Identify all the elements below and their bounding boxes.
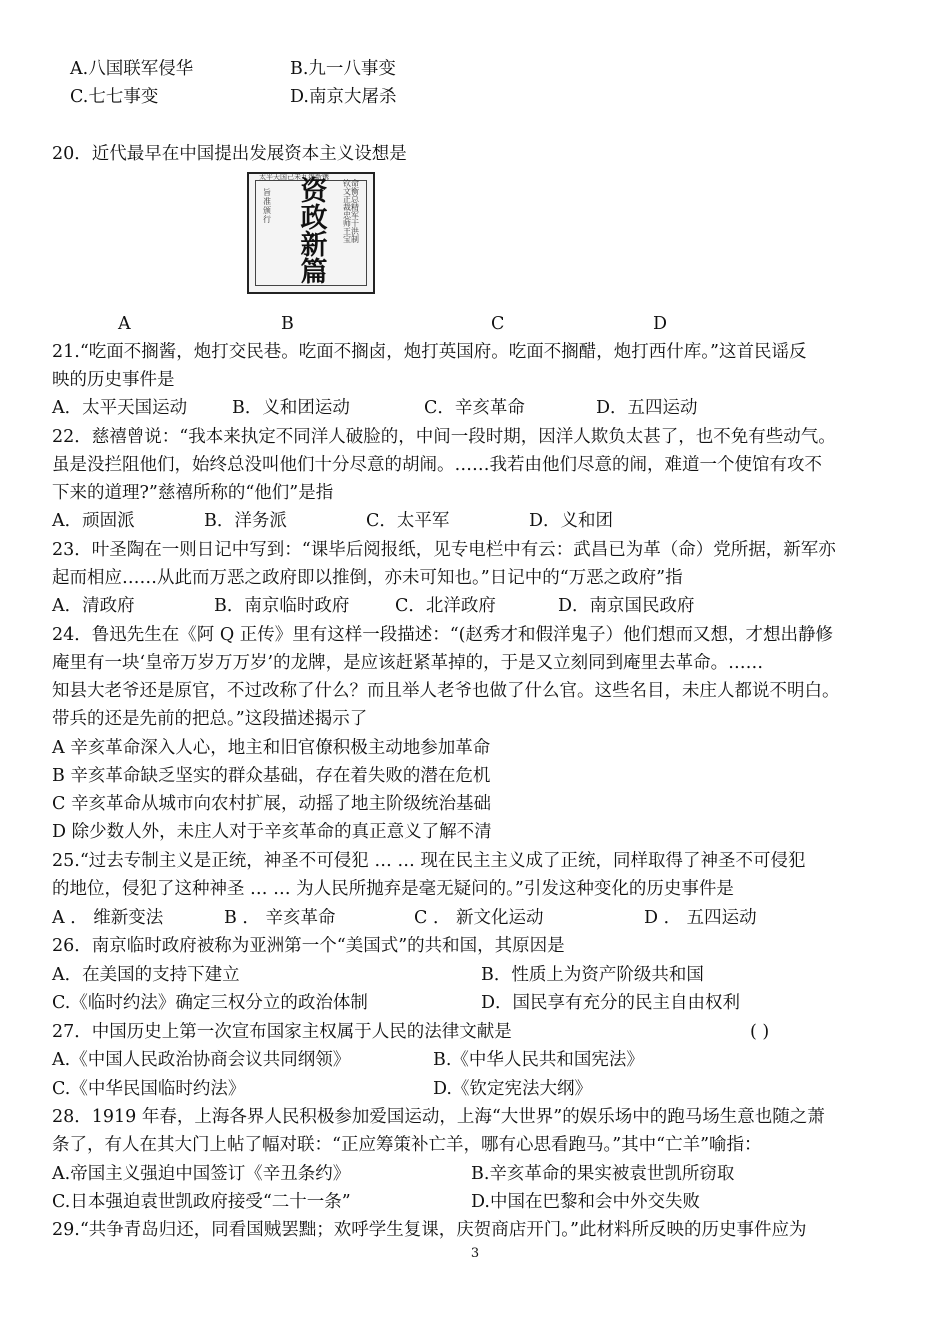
q21-stem-line2: 映的历史事件是: [52, 370, 175, 390]
q22-stem-line1: 22．慈禧曾说：“我本来执定不同洋人破脸的，中间一段时期，因洋人欺负太甚了，也不免有些动气。: [52, 427, 836, 447]
q25-option-d: D ． 五四运动: [644, 908, 757, 928]
q26-option-a: A．在美国的支持下建立: [52, 965, 240, 985]
q20-label-c: C: [491, 314, 505, 334]
q24-option-d: D 除少数人外，未庄人对于辛亥革命的真正意义了解不清: [52, 822, 492, 842]
book-title-char-4: 篇: [300, 257, 328, 288]
q20-label-b: B: [281, 314, 294, 334]
q25-stem-line2: 的地位，侵犯了这种神圣 … … 为人民所抛弃是毫无疑问的。”引发这种变化的历史事件是: [52, 879, 734, 899]
q22-stem-line3: 下来的道理?”慈禧所称的“他们”是指: [52, 483, 334, 503]
book-title-char-1: 资: [300, 176, 328, 207]
q28-option-b: B.辛亥革命的果实被袁世凯所窃取: [471, 1164, 735, 1184]
q27-stem: 27．中国历史上第一次宣布国家主权属于人民的法律文献是: [52, 1022, 512, 1042]
q19-option-a: A.八国联军侵华: [70, 59, 194, 79]
q24-stem-line4: 带兵的还是先前的把总。”这段描述揭示了: [52, 709, 368, 729]
q28-option-a: A.帝国主义强迫中国签订《辛丑条约》: [52, 1164, 351, 1184]
q26-option-b: B．性质上为资产阶级共和国: [481, 965, 704, 985]
q27-option-b: B.《中华人民共和国宪法》: [433, 1050, 644, 1070]
book-cover-side-left: 旨准颁行: [263, 188, 271, 224]
q28-stem-line2: 条了，有人在其大门上帖了幅对联：“正应筹策补亡羊，哪有心思看跑马。”其中“亡羊”喻指：: [52, 1135, 762, 1155]
q21-option-a: A．太平天国运动: [52, 398, 188, 418]
q27-option-a: A.《中国人民政治协商会议共同纲领》: [52, 1050, 351, 1070]
q26-stem: 26．南京临时政府被称为亚洲第一个“美国式”的共和国，其原因是: [52, 936, 565, 956]
q23-option-d: D．南京国民政府: [558, 596, 695, 616]
q24-stem-line1: 24．鲁迅先生在《阿 Q 正传》里有这样一段描述：“(赵秀才和假洋鬼子）他们想而又想，才想出静修: [52, 625, 834, 645]
q24-stem-line2: 庵里有一块‘皇帝万岁万万岁’的龙牌，是应该赶紧革掉的，于是又立刻同到庵里去革命。……: [52, 653, 764, 673]
book-title-char-3: 新: [300, 230, 328, 261]
q28-stem-line1: 28．1919 年春，上海各界人民积极参加爱国运动，上海“大世界”的娱乐场中的跑马场生意也随之萧: [52, 1107, 825, 1127]
q27-option-c: C.《中华民国临时约法》: [52, 1079, 246, 1099]
q23-option-b: B．南京临时政府: [214, 596, 350, 616]
q23-stem-line1: 23．叶圣陶在一则日记中写到：“课毕后阅报纸，见专电栏中有云：武昌已为革（命）党所据，新军亦: [52, 540, 836, 560]
q20-label-a: A: [118, 314, 131, 334]
q20-stem: 20．近代最早在中国提出发展资本主义设想是: [52, 144, 407, 164]
q23-option-a: A．清政府: [52, 596, 135, 616]
q19-option-c: C.七七事变: [70, 87, 159, 107]
q29-stem-line1: 29.“共争青岛归还，同看国贼罢黜；欢呼学生复课，庆贺商店开门。”此材料所反映的历史事件应为: [52, 1220, 807, 1240]
q24-option-c: C 辛亥革命从城市向农村扩展，动摇了地主阶级统治基础: [52, 794, 491, 814]
q21-option-d: D．五四运动: [596, 398, 698, 418]
q23-stem-line2: 起而相应……从此而万恶之政府即以推倒，亦未可知也。”日记中的“万恶之政府”指: [52, 568, 683, 588]
book-cover-side-right: 钦命文衡正总裁精忠军师干王洪宝制: [343, 179, 359, 244]
q19-option-b: B.九一八事变: [290, 59, 396, 79]
q21-option-c: C．辛亥革命: [424, 398, 525, 418]
q19-option-d: D.南京大屠杀: [290, 87, 397, 107]
q22-option-d: D．义和团: [529, 511, 614, 531]
page-number: 3: [470, 1246, 480, 1261]
q22-option-b: B．洋务派: [204, 511, 287, 531]
book-cover-top-strip: 太平天国己未九年新镌: [259, 173, 329, 181]
q22-option-a: A．顽固派: [52, 511, 135, 531]
q24-option-b: B 辛亥革命缺乏坚实的群众基础，存在着失败的潜在危机: [52, 766, 491, 786]
q24-stem-line3: 知县大老爷还是原官，不过改称了什么？而且举人老爷也做了什么官。这些名目，未庄人都说不明白。: [52, 681, 840, 701]
q27-option-d: D.《钦定宪法大纲》: [433, 1079, 592, 1099]
q20-label-d: D: [653, 314, 668, 334]
q25-option-c: C ． 新文化运动: [414, 908, 544, 928]
q20-book-cover-image: [247, 172, 375, 294]
q24-option-a: A 辛亥革命深入人心，地主和旧官僚积极主动地参加革命: [52, 738, 491, 758]
q21-stem-line1: 21.“吃面不搁酱，炮打交民巷。吃面不搁卤，炮打英国府。吃面不搁醋，炮打西什库。”这首民谣反: [52, 342, 807, 362]
q26-option-c: C.《临时约法》确定三权分立的政治体制: [52, 993, 368, 1013]
q22-option-c: C．太平军: [366, 511, 450, 531]
q25-option-b: B ． 辛亥革命: [224, 908, 336, 928]
q28-option-d: D.中国在巴黎和会中外交失败: [471, 1192, 700, 1212]
book-cover-title: [291, 178, 337, 286]
q23-option-c: C．北洋政府: [395, 596, 496, 616]
q28-option-c: C.日本强迫袁世凯政府接受“二十一条”: [52, 1192, 351, 1212]
q27-answer-bracket: ( ): [750, 1022, 770, 1042]
q25-stem-line1: 25.“过去专制主义是正统，神圣不可侵犯 … … 现在民主主义成了正统，同样取得了神圣不可侵犯: [52, 851, 806, 871]
book-title-char-2: 政: [300, 203, 328, 234]
q22-stem-line2: 虽是没拦阻他们，始终总没叫他们十分尽意的胡闹。……我若由他们尽意的闹，难道一个使馆有攻不: [52, 455, 822, 475]
q26-option-d: D．国民享有充分的民主自由权利: [481, 993, 741, 1013]
q21-option-b: B．义和团运动: [232, 398, 350, 418]
q25-option-a: A ． 维新变法: [52, 908, 164, 928]
